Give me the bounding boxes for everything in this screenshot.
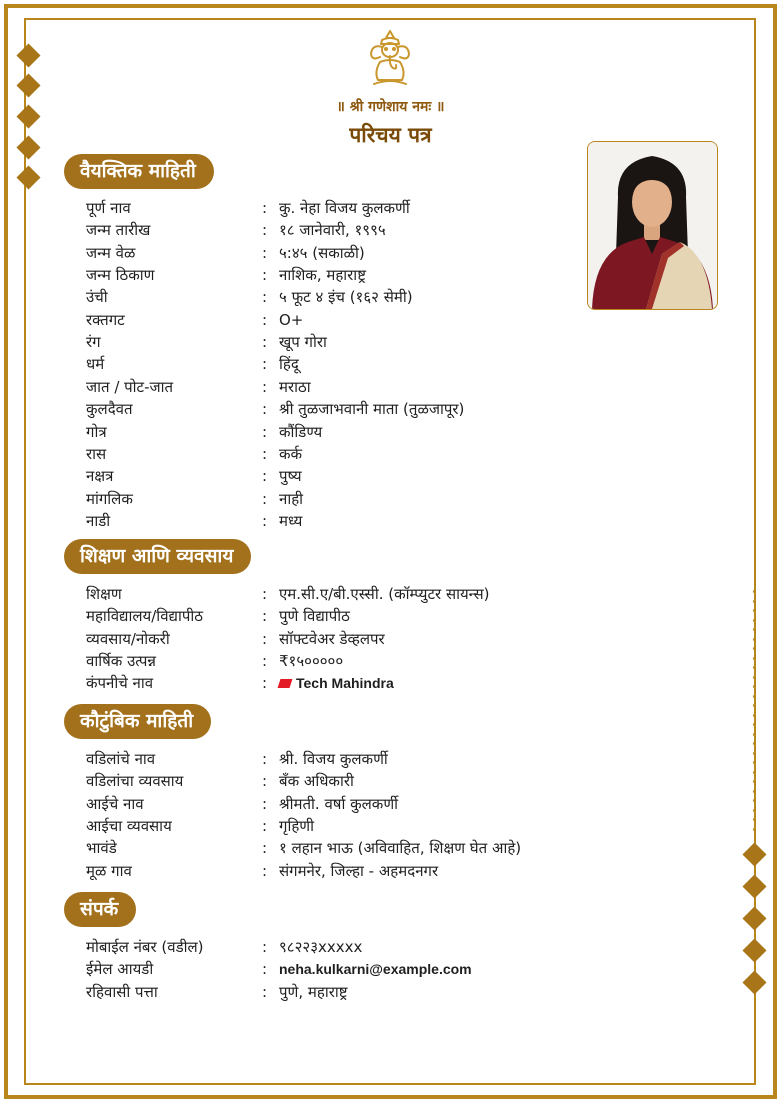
detail-value: पुणे, महाराष्ट्र	[279, 982, 348, 1001]
ornament-dot	[753, 742, 756, 745]
detail-value: सॉफ्टवेअर डेव्हलपर	[279, 629, 385, 648]
detail-value: श्रीमती. वर्षा कुलकर्णी	[279, 794, 399, 813]
detail-label: नाडी	[86, 511, 111, 530]
detail-label: भावंडे	[86, 839, 117, 858]
detail-separator: :	[262, 333, 268, 352]
ornament-dot	[753, 657, 756, 660]
detail-value: नाशिक, महाराष्ट्र	[279, 266, 366, 285]
detail-label: महाविद्यालय/विद्यापीठ	[86, 607, 203, 626]
detail-value: ₹१५०००००	[279, 652, 344, 671]
detail-label: जन्म तारीख	[86, 221, 151, 240]
detail-separator: :	[262, 938, 268, 956]
ornament-dot	[753, 714, 756, 717]
ornament-dot	[753, 771, 756, 774]
detail-separator: :	[262, 377, 268, 396]
ornament-dot	[753, 695, 756, 698]
ornament-dot	[753, 799, 756, 802]
detail-label: धर्म	[86, 355, 105, 374]
detail-label: वडिलांचे नाव	[86, 750, 156, 768]
ornament-dot	[753, 676, 756, 679]
section-heading: शिक्षण आणि व्यवसाय	[64, 539, 251, 574]
detail-value: कौंडिण्य	[279, 422, 323, 441]
detail-label: नक्षत्र	[86, 467, 114, 486]
ornament-dot	[753, 761, 756, 764]
ornament-dot	[753, 609, 756, 612]
shloka-text: ॥ श्री गणेशाय नमः ॥	[336, 99, 445, 115]
detail-label: उंची	[86, 288, 108, 307]
detail-value: ५:४५ (सकाळी)	[279, 243, 365, 262]
detail-separator: :	[262, 794, 268, 813]
detail-label: रास	[86, 444, 107, 463]
detail-value: पुणे विद्यापीठ	[279, 607, 350, 626]
detail-value: मध्य	[279, 511, 303, 530]
ornament-dot	[753, 752, 756, 755]
ornament-dot	[753, 723, 756, 726]
detail-value: गृहिणी	[279, 817, 315, 836]
ornament-dot	[753, 647, 756, 650]
ornament-dot	[753, 809, 756, 812]
company-name: Tech Mahindra	[296, 675, 394, 692]
detail-separator: :	[262, 629, 268, 648]
detail-separator: :	[262, 310, 268, 329]
ornament-dot	[753, 600, 756, 603]
detail-value: श्री तुळजाभवानी माता (तुळजापूर)	[279, 400, 465, 419]
detail-separator: :	[262, 221, 268, 240]
section-heading: कौटुंबिक माहिती	[64, 704, 211, 739]
detail-value: १८ जानेवारी, १९९५	[279, 221, 386, 240]
detail-value: मराठा	[279, 377, 311, 396]
detail-label: रंग	[86, 333, 101, 352]
detail-value: खूप गोरा	[279, 333, 327, 352]
detail-value: neha.kulkarni@example.com	[279, 961, 472, 978]
detail-separator: :	[262, 489, 268, 508]
page-title: परिचय पत्र	[349, 123, 432, 147]
detail-separator: :	[262, 444, 268, 463]
detail-separator: :	[262, 750, 268, 768]
detail-label: जात / पोट-जात	[86, 377, 174, 396]
detail-value: ९८२२३xxxxx	[279, 938, 363, 956]
detail-value: कु. नेहा विजय कुलकर्णी	[279, 199, 410, 217]
detail-value: बँक अधिकारी	[279, 772, 354, 791]
detail-value: श्री. विजय कुलकर्णी	[279, 750, 388, 768]
detail-value: एम.सी.ए/बी.एस्सी. (कॉम्प्युटर सायन्स)	[279, 585, 490, 603]
detail-value: ५ फूट ४ इंच (१६२ सेमी)	[279, 288, 413, 307]
detail-label: वडिलांचा व्यवसाय	[86, 772, 184, 791]
detail-value: नाही	[279, 489, 304, 508]
detail-label: वार्षिक उत्पन्न	[86, 652, 156, 671]
ornament-dot	[753, 704, 756, 707]
detail-label: व्यवसाय/नोकरी	[86, 629, 170, 648]
detail-separator: :	[262, 511, 268, 530]
ornament-dot	[753, 619, 756, 622]
detail-label: रहिवासी पत्ता	[86, 982, 158, 1001]
detail-separator: :	[262, 355, 268, 374]
detail-separator: :	[262, 585, 268, 603]
detail-label: जन्म वेळ	[86, 243, 136, 262]
detail-value	[279, 672, 394, 694]
detail-separator: :	[262, 607, 268, 626]
detail-label: मांगलिक	[86, 489, 133, 508]
ornament-dot	[753, 818, 756, 821]
ornament-dot	[753, 733, 756, 736]
ornament-dot	[753, 685, 756, 688]
detail-label: मूळ गाव	[86, 861, 132, 880]
detail-separator: :	[262, 288, 268, 307]
detail-label: रक्तगट	[86, 310, 125, 329]
profile-photo	[587, 141, 718, 310]
detail-separator: :	[262, 400, 268, 419]
detail-separator: :	[262, 652, 268, 671]
ornament-dot	[753, 828, 756, 831]
detail-value: पुष्य	[279, 467, 302, 486]
ornament-dot	[753, 780, 756, 783]
ornament-dot	[753, 638, 756, 641]
detail-value: हिंदू	[279, 355, 299, 374]
detail-label: मोबाईल नंबर (वडील)	[86, 938, 204, 956]
detail-label: गोत्र	[86, 422, 107, 441]
detail-label: जन्म ठिकाण	[86, 266, 155, 285]
detail-value: संगमनेर, जिल्हा - अहमदनगर	[279, 861, 439, 880]
detail-separator: :	[262, 467, 268, 486]
detail-label: कंपनीचे नाव	[86, 674, 154, 693]
detail-value: O+	[279, 310, 304, 329]
detail-value: १ लहान भाऊ (अविवाहित, शिक्षण घेत आहे)	[279, 839, 522, 858]
detail-separator: :	[262, 839, 268, 858]
detail-label: आईचा व्यवसाय	[86, 817, 172, 836]
ornament-dot	[753, 666, 756, 669]
detail-separator: :	[262, 960, 268, 979]
detail-separator: :	[262, 243, 268, 262]
detail-separator: :	[262, 422, 268, 441]
detail-label: शिक्षण	[86, 585, 122, 603]
ornament-dot	[753, 590, 756, 593]
detail-label: पूर्ण नाव	[86, 199, 131, 217]
detail-separator: :	[262, 772, 268, 791]
section-heading: वैयक्तिक माहिती	[64, 154, 214, 189]
detail-separator: :	[262, 199, 268, 217]
detail-separator: :	[262, 266, 268, 285]
ornament-dot	[753, 790, 756, 793]
ganesha-icon	[362, 28, 418, 88]
ornament-dot	[753, 628, 756, 631]
detail-separator: :	[262, 861, 268, 880]
detail-value: कर्क	[279, 444, 303, 463]
detail-separator: :	[262, 674, 268, 693]
detail-label: कुलदैवत	[86, 400, 133, 419]
tech-mahindra-logo-icon	[278, 679, 293, 688]
detail-label: आईचे नाव	[86, 794, 144, 813]
detail-separator: :	[262, 982, 268, 1001]
detail-label: ईमेल आयडी	[86, 960, 154, 979]
section-heading: संपर्क	[64, 892, 136, 927]
detail-separator: :	[262, 817, 268, 836]
